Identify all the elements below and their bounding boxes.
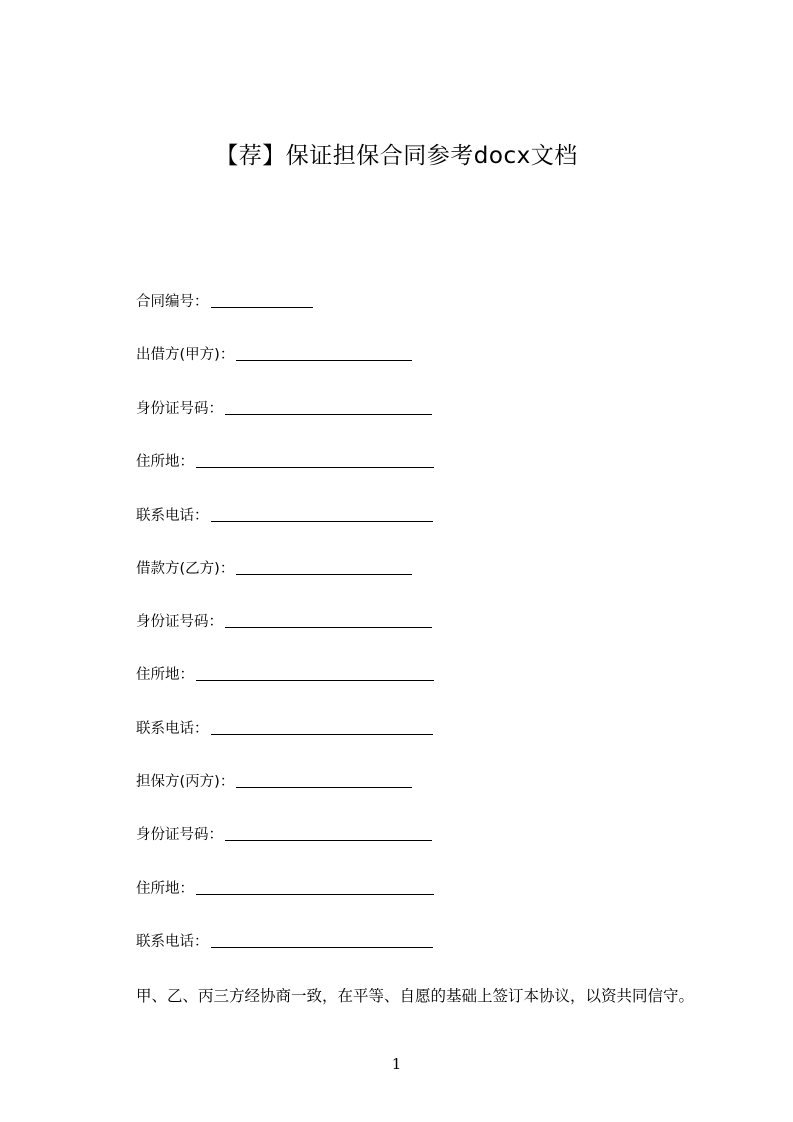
- blank-line[interactable]: [236, 773, 412, 788]
- blank-line[interactable]: [196, 666, 434, 681]
- page-number: 1: [391, 1055, 402, 1073]
- field-guarantor-address: [136, 875, 434, 899]
- field-label: 联系电话：: [136, 721, 209, 737]
- blank-line[interactable]: [225, 613, 432, 628]
- field-guarantor: [136, 768, 412, 792]
- field-borrower-address: [136, 661, 434, 685]
- field-label: 联系电话：: [136, 934, 209, 950]
- field-label: 身份证号码：: [136, 614, 223, 630]
- blank-line[interactable]: [211, 720, 433, 735]
- field-lender-id-number: [136, 395, 432, 419]
- field-lender: [136, 341, 412, 365]
- field-lender-phone: [136, 502, 433, 526]
- blank-line[interactable]: [196, 453, 434, 468]
- blank-line[interactable]: [236, 346, 412, 361]
- field-borrower-phone: [136, 715, 433, 739]
- agreement-paragraph: 甲、乙、丙三方经协商一致，在平等、自愿的基础上签订本协议，以资共同信守。: [136, 987, 695, 1005]
- blank-line[interactable]: [225, 826, 432, 841]
- field-label: 出借方(甲方)：: [136, 347, 235, 363]
- field-guarantor-id-number: [136, 821, 432, 845]
- field-label: 身份证号码：: [136, 827, 223, 843]
- field-guarantor-phone: [136, 928, 433, 952]
- field-label: 身份证号码：: [136, 401, 223, 417]
- field-label: 住所地：: [136, 881, 194, 897]
- blank-line[interactable]: [236, 560, 412, 575]
- field-label: 住所地：: [136, 667, 194, 683]
- field-borrower: [136, 555, 412, 579]
- field-label: 借款方(乙方)：: [136, 561, 235, 577]
- field-label: 联系电话：: [136, 508, 209, 524]
- blank-line[interactable]: [196, 880, 434, 895]
- field-label: 住所地：: [136, 454, 194, 470]
- field-label: 合同编号：: [136, 294, 209, 310]
- blank-line[interactable]: [211, 293, 313, 308]
- field-borrower-id-number: [136, 608, 432, 632]
- field-label: 担保方(丙方)：: [136, 774, 235, 790]
- field-contract-number: [136, 288, 313, 312]
- field-lender-address: [136, 448, 434, 472]
- document-title: 【荐】保证担保合同参考docx文档: [215, 143, 578, 169]
- blank-line[interactable]: [211, 933, 433, 948]
- blank-line[interactable]: [225, 400, 432, 415]
- blank-line[interactable]: [211, 507, 433, 522]
